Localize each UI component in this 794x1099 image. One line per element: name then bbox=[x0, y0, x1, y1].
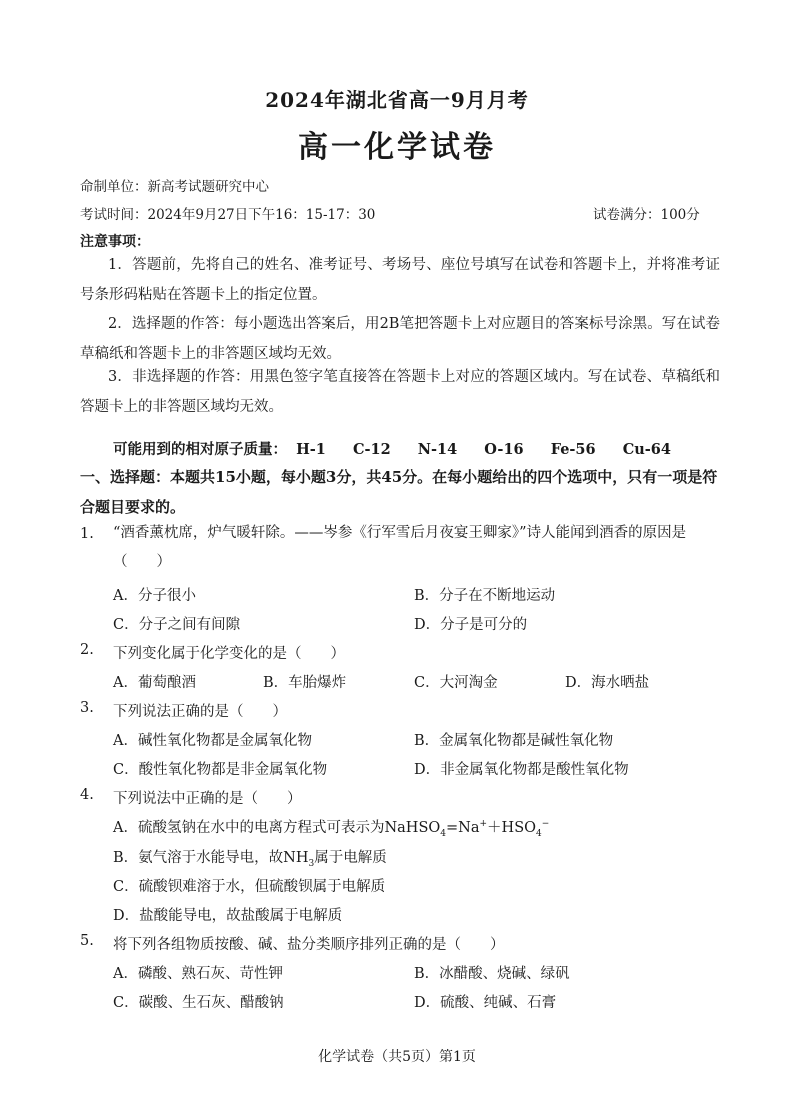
option-b: B．氨气溶于水能导电，故$NH_3$属于电解质 bbox=[113, 850, 387, 869]
notice-item-3: 3．非选择题的作答：用黑色签字笔直接答在答题卡上对应的答题区域内。写在试卷、草稿纸和答题卡上的非答题区域均无效。 bbox=[80, 369, 720, 415]
atomic-mass-cu: Cu-64 bbox=[622, 441, 671, 458]
option-a: A．磷酸、熟石灰、苛性钾 bbox=[113, 966, 283, 982]
option-b: B．冰醋酸、烧碱、绿矾 bbox=[414, 966, 570, 982]
option-c: C．硫酸钡难溶于水，但硫酸钡属于电解质 bbox=[113, 879, 386, 895]
notice-item-1: 1．答题前，先将自己的姓名、准考证号、考场号、座位号填写在试卷和答题卡上，并将准考证号条形码粘贴在答题卡上的指定位置。 bbox=[80, 257, 720, 303]
question-stem: 下列变化属于化学变化的是（ ） bbox=[113, 646, 345, 662]
atomic-mass-n: N-14 bbox=[417, 441, 458, 458]
exam-time: 考试时间：2024年9月27日下午16：15-17：30 bbox=[80, 207, 376, 223]
question-stem: “酒香薰枕席，炉气暖轩除。——岑参《行军雪后月夜宴王卿家》”诗人能闻到酒香的原因是（ ） bbox=[113, 525, 687, 570]
question-stem: 下列说法中正确的是（ ） bbox=[113, 791, 302, 807]
option-b: B．分子在不断地运动 bbox=[414, 588, 556, 604]
question-number: 5. bbox=[80, 933, 94, 949]
atomic-mass-h: H-1 bbox=[296, 441, 326, 458]
atomic-masses bbox=[113, 438, 693, 459]
atomic-mass-c: C-12 bbox=[352, 441, 391, 458]
option-a: A．硫酸氢钠在水中的电离方程式可表示为$NaHSO_4=Na^++HSO_4^-$ bbox=[113, 819, 550, 839]
question-stem: 下列说法正确的是（ ） bbox=[113, 704, 287, 720]
full-score: 试卷满分：100分 bbox=[593, 207, 700, 223]
option-a: A．葡萄酿酒 bbox=[113, 675, 196, 691]
question-number: 3. bbox=[80, 700, 94, 716]
option-b: B．车胎爆炸 bbox=[263, 675, 347, 691]
option-d: D．盐酸能导电，故盐酸属于电解质 bbox=[113, 908, 343, 924]
option-d: D．非金属氧化物都是酸性氧化物 bbox=[414, 762, 629, 778]
option-a: A．碱性氧化物都是金属氧化物 bbox=[113, 733, 312, 749]
option-d: D．硫酸、纯碱、石膏 bbox=[414, 995, 557, 1011]
option-c: C．碳酸、生石灰、醋酸钠 bbox=[113, 995, 284, 1011]
question-number: 1. bbox=[80, 526, 94, 542]
issuing-unit: 命制单位：新高考试题研究中心 bbox=[80, 179, 269, 195]
option-c: C．酸性氧化物都是非金属氧化物 bbox=[113, 762, 328, 778]
question-number: 2. bbox=[80, 642, 94, 658]
option-d: D．分子是可分的 bbox=[414, 617, 528, 633]
page-footer: 化学试卷（共5页）第1页 bbox=[318, 1049, 476, 1065]
atomic-mass-fe: Fe-56 bbox=[550, 441, 596, 458]
atomic-mass-o: O-16 bbox=[484, 441, 524, 458]
option-c: C．大河淘金 bbox=[414, 675, 498, 691]
notice-heading: 注意事项： bbox=[80, 234, 150, 250]
atomic-masses-label: 可能用到的相对原子质量： bbox=[113, 441, 287, 458]
section-heading: 一、选择题：本题共15小题，每小题3分，共45分。在每小题给出的四个选项中，只有一项是符合题目要求的。 bbox=[80, 468, 718, 516]
question-stem: 将下列各组物质按酸、碱、盐分类顺序排列正确的是（ ） bbox=[113, 937, 505, 953]
notice-item-2: 2．选择题的作答：每小题选出答案后，用2B笔把答题卡上对应题目的答案标号涂黑。写在试卷草稿纸和答题卡上的非答题区域均无效。 bbox=[80, 316, 720, 362]
option-c: C．分子之间有间隙 bbox=[113, 617, 241, 633]
option-a: A．分子很小 bbox=[113, 588, 196, 604]
option-b: B．金属氧化物都是碱性氧化物 bbox=[414, 733, 614, 749]
question-number: 4. bbox=[80, 787, 94, 803]
exam-title: 2024年湖北省高一9月月考 bbox=[265, 88, 529, 112]
exam-subtitle: 高一化学试卷 bbox=[298, 130, 496, 165]
option-d: D．海水晒盐 bbox=[565, 675, 650, 691]
